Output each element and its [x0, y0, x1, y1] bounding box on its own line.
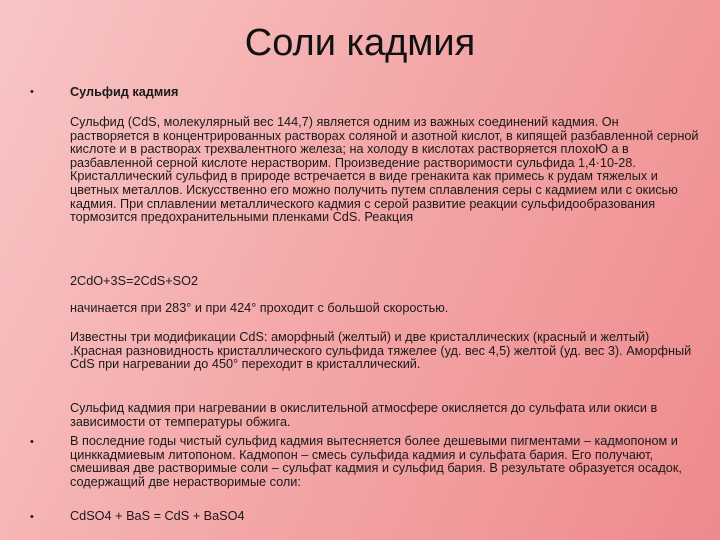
section-heading: Сульфид кадмия: [70, 85, 179, 99]
paragraph-modifications: Известны три модификации CdS: аморфный (желтый) и две кристаллических (красный и желтый) .Красная разновидность кристаллического сульфида тяжелее (уд. вес 4,5) желтой (уд. вес 3). Амoрфный CdS при нагревании до 450° переходит в кристаллический.: [70, 330, 692, 372]
paragraph-intro: Сульфид (CdS, молекулярный вес 144,7) является одним из важных соединений кадмия. Он растворяется в концентрированных растворах соляной и азотной кислот, в кипящей разбавленной серной кислоте и в растворах трехвалентного железа; на холоду в кислотах растворяется плохоЮ а в разбавленной серной кислоте нерастворим. Произведение растворимости сульфида 1,4·10-28. Кристаллический сульфид в природе встречается в виде гренакита как примесь к рудам тяжелых и цветных металлов. Искусственно его можно получить путем сплавления серы с кадмием или с окисью кадмия. При сплавлении металлического кадмия с серой развитие реакции сульфидообразования тормозится предохранительными пленками CdS. Реакция: [70, 115, 699, 225]
bullet-marker: •: [30, 436, 34, 448]
paragraph-pigments: В последние годы чистый сульфид кадмия вытесняется более дешевыми пигментами – кадмопоном и цинккадмиевым литопоном. Кадмопон – смесь сульфида кадмия и сульфата бария. Его получают, смешивая две растворимые соли – сульфат кадмия и сульфид бария. В результате образуется осадок, содержащий две нерастворимые соли:: [70, 434, 682, 489]
bullet-marker: •: [30, 511, 34, 523]
reaction-equation: 2CdO+3S=2CdS+SO2: [70, 274, 199, 288]
bullet-marker: •: [30, 86, 34, 98]
slide-title: Соли кадмия: [244, 22, 476, 64]
paragraph-reaction-temp: начинается при 283° и при 424° проходит с большой скоростью.: [70, 301, 449, 315]
final-equation: CdSO4 + BaS = CdS + BaSO4: [70, 509, 245, 523]
paragraph-oxidation: Сульфид кадмия при нагревании в окислительной атмосфере окисляется до сульфата или окиси в зависимости от температуры обжига.: [70, 401, 658, 429]
